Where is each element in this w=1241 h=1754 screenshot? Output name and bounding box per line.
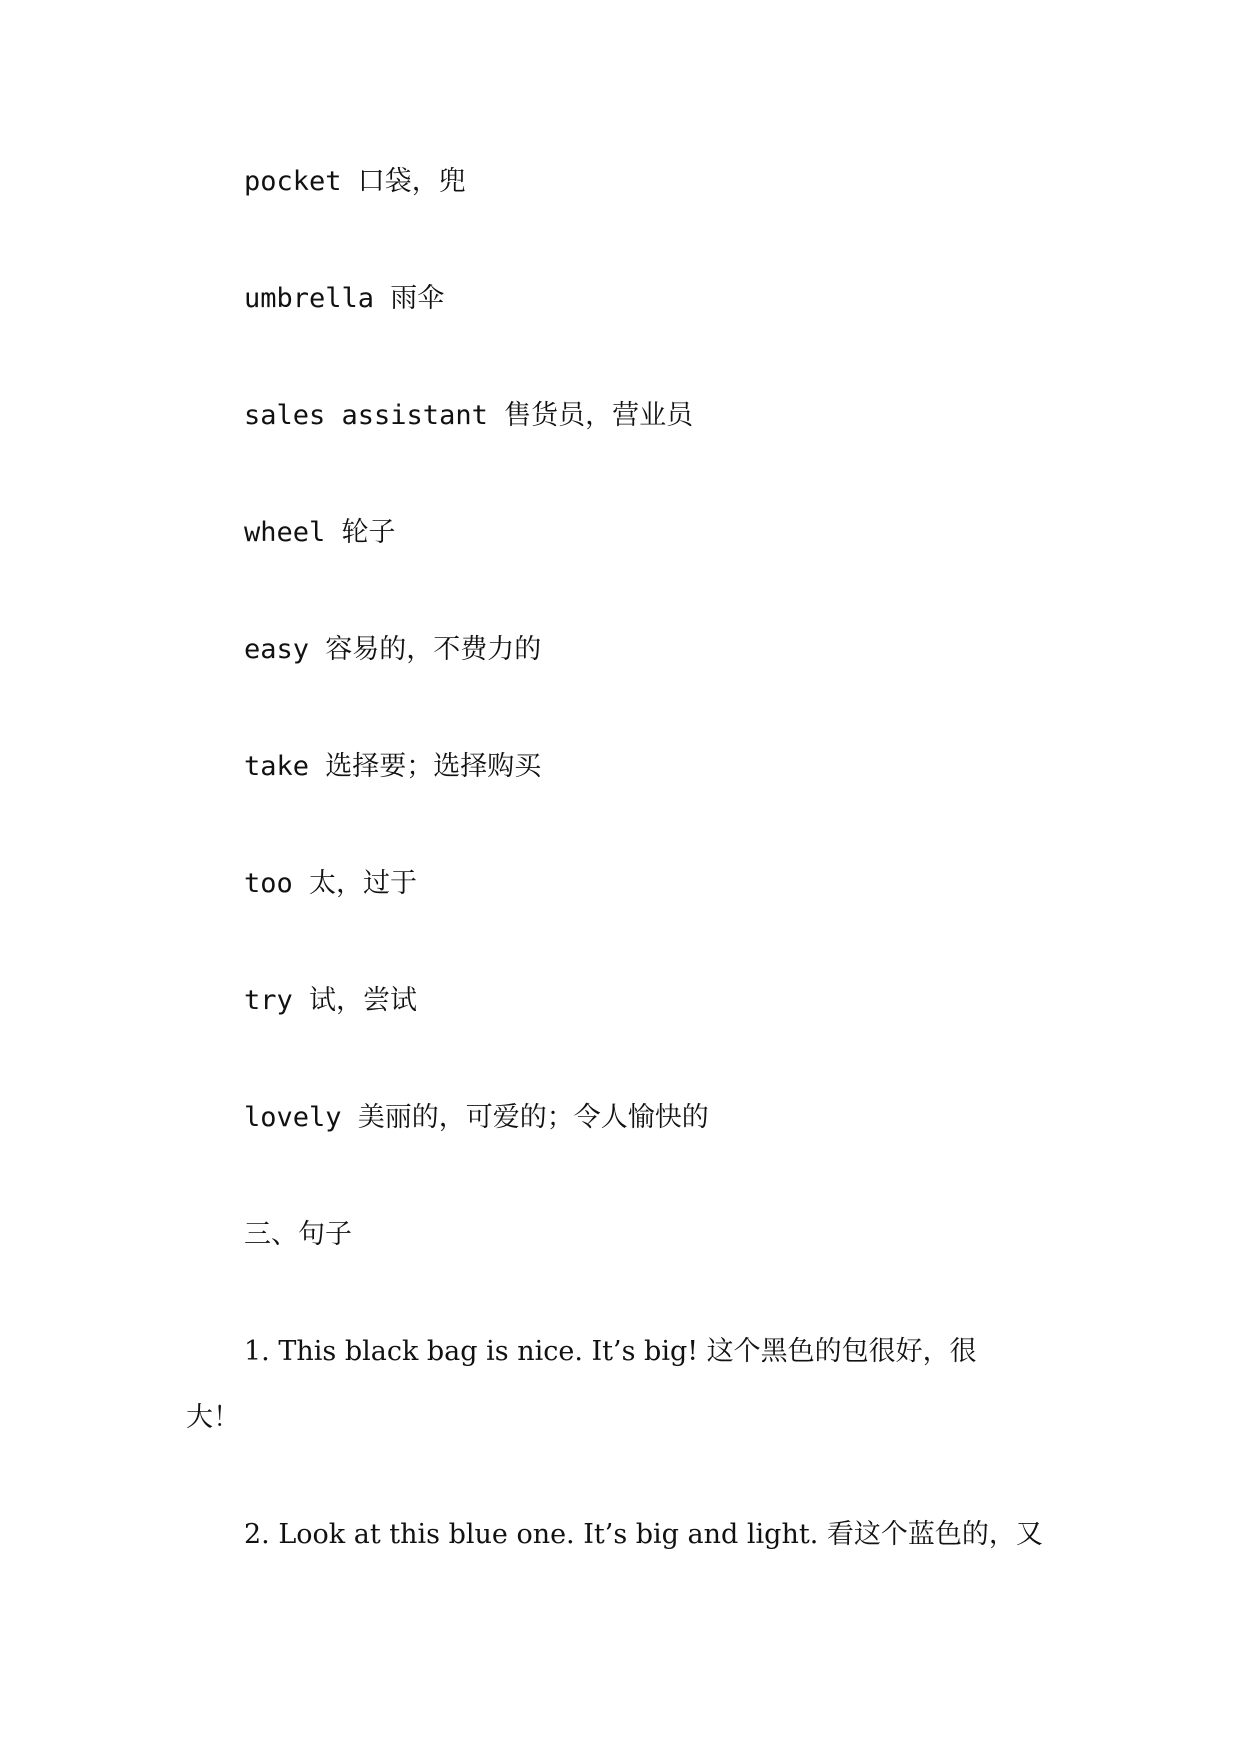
sentence-line: 2. Look at this blue one. It’s big and light. 看这个蓝色的，又	[244, 1519, 1043, 1550]
vocab-item: try 试，尝试	[244, 985, 418, 1016]
vocab-item: lovely 美丽的，可爱的；令人愉快的	[244, 1102, 709, 1133]
vocab-item: easy 容易的，不费力的	[244, 634, 542, 665]
vocab-item: wheel 轮子	[244, 517, 396, 548]
vocab-item: pocket 口袋，兜	[244, 166, 466, 197]
section-heading: 三、句子	[244, 1219, 352, 1250]
vocab-item: take 选择要；选择购买	[244, 751, 542, 782]
sentence-line: 1. This black bag is nice. It’s big! 这个黑色的包很好，很	[244, 1336, 977, 1367]
sentence-line-continued: 大！	[186, 1402, 240, 1433]
vocab-item: umbrella 雨伞	[244, 283, 445, 314]
vocab-item: too 太，过于	[244, 868, 418, 899]
vocab-item: sales assistant 售货员，营业员	[244, 400, 694, 431]
